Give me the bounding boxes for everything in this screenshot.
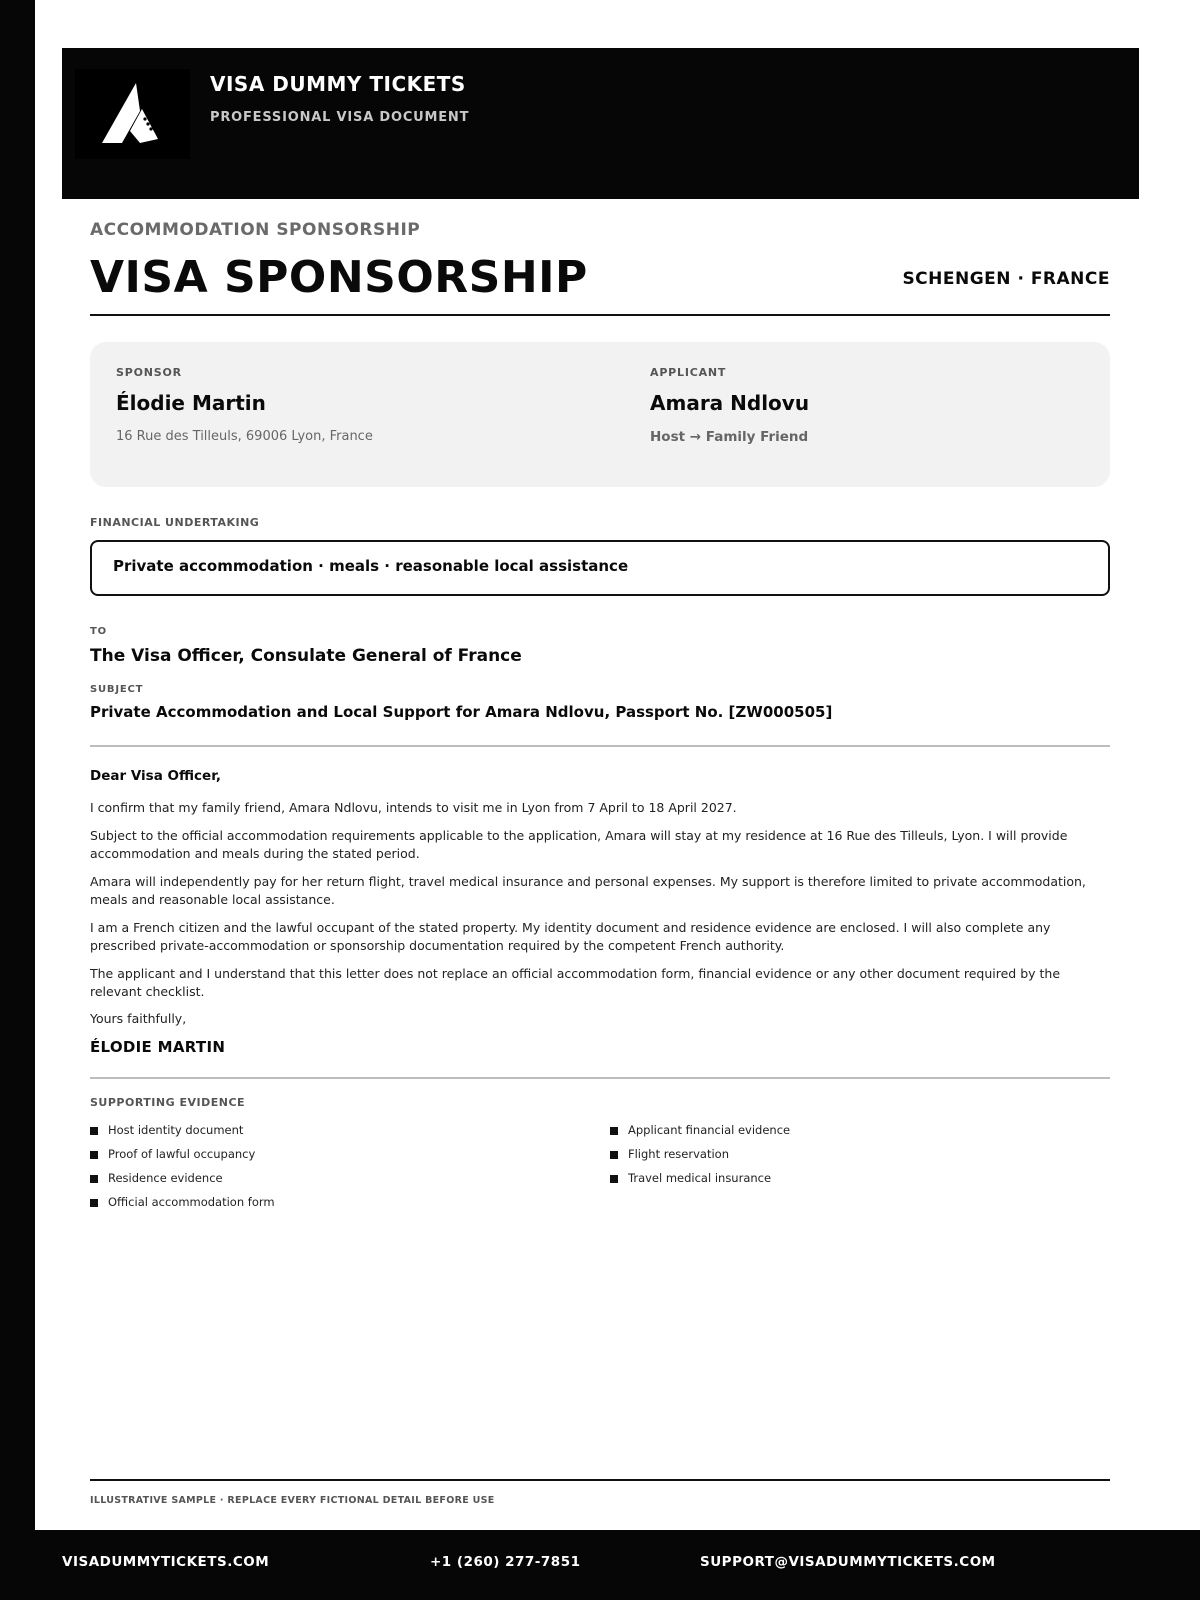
bullet-square-icon <box>90 1127 98 1135</box>
sponsor-address: 16 Rue des Tilleuls, 69006 Lyon, France <box>116 429 373 444</box>
undertaking-box <box>90 540 1110 596</box>
parties-card <box>90 342 1110 487</box>
evidence-item: Host identity document <box>90 1120 275 1144</box>
evidence-divider <box>90 1077 1110 1079</box>
brand-logo <box>75 69 190 159</box>
evidence-item: Official accommodation form <box>90 1192 275 1216</box>
title-divider <box>90 314 1110 316</box>
bullet-square-icon <box>610 1127 618 1135</box>
subject-divider <box>90 745 1110 747</box>
letter-paragraph: I confirm that my family friend, Amara Ndlovu, intends to visit me in Lyon from 7 April to 18 April 2027. <box>90 800 737 815</box>
evidence-list-right <box>610 1120 790 1192</box>
evidence-item: Applicant financial evidence <box>610 1120 790 1144</box>
evidence-label: SUPPORTING EVIDENCE <box>90 1096 246 1109</box>
email-link[interactable]: SUPPORT@VISADUMMYTICKETS.COM <box>700 1554 996 1570</box>
bullet-square-icon <box>610 1175 618 1183</box>
disclaimer-note: ILLUSTRATIVE SAMPLE · REPLACE EVERY FICTIONAL DETAIL BEFORE USE <box>90 1495 495 1506</box>
applicant-block <box>650 366 809 445</box>
evidence-list-left <box>90 1120 275 1216</box>
applicant-relationship: Host → Family Friend <box>650 429 809 445</box>
contact-footer <box>35 1530 1200 1600</box>
letter-paragraph: The applicant and I understand that this letter does not replace an official accommodation form, financial evidence or any other document required by the relevant checklist. <box>90 966 1061 999</box>
bullet-square-icon <box>90 1175 98 1183</box>
sponsor-block <box>116 366 373 444</box>
page-title: VISA SPONSORSHIP <box>90 252 588 303</box>
subject-label: SUBJECT <box>90 684 144 695</box>
letter-closing: Yours faithfully, <box>90 1011 187 1026</box>
left-accent-bar <box>0 0 35 1600</box>
sponsor-name: Élodie Martin <box>116 391 266 415</box>
letter-paragraph: Subject to the official accommodation requirements applicable to the application, Amara will stay at my residence at 16 Rue des Tilleuls, Lyon. I will provide accommodation and meals during the stated period. <box>90 828 1068 861</box>
undertaking-text: Private accommodation · meals · reasonable local assistance <box>113 557 629 575</box>
evidence-item: Proof of lawful occupancy <box>90 1144 275 1168</box>
undertaking-label: FINANCIAL UNDERTAKING <box>90 516 260 529</box>
letter-body <box>90 768 1110 1056</box>
evidence-item: Residence evidence <box>90 1168 275 1192</box>
website-link[interactable]: VISADUMMYTICKETS.COM <box>62 1554 270 1570</box>
ticket-logo-icon <box>100 81 170 147</box>
bullet-square-icon <box>90 1151 98 1159</box>
footer-divider <box>90 1479 1110 1481</box>
phone-link[interactable]: +1 (260) 277-7851 <box>430 1554 581 1570</box>
bullet-square-icon <box>610 1151 618 1159</box>
signature-name: ÉLODIE MARTIN <box>90 1038 226 1056</box>
applicant-label: APPLICANT <box>650 366 727 379</box>
sponsor-label: SPONSOR <box>116 366 182 379</box>
brand-name: VISA DUMMY TICKETS <box>210 72 466 96</box>
letter-paragraph: Amara will independently pay for her return flight, travel medical insurance and personal expenses. My support is therefore limited to private accommodation, meals and reasonable local assistance. <box>90 874 1086 907</box>
bullet-square-icon <box>90 1199 98 1207</box>
document-kicker: ACCOMMODATION SPONSORSHIP <box>90 220 421 240</box>
brand-header <box>62 48 1139 199</box>
evidence-item: Flight reservation <box>610 1144 790 1168</box>
brand-tagline: PROFESSIONAL VISA DOCUMENT <box>210 110 470 125</box>
to-recipient: The Visa Officer, Consulate General of France <box>90 646 522 666</box>
subject-line: Private Accommodation and Local Support for Amara Ndlovu, Passport No. [ZW000505] <box>90 703 833 721</box>
salutation: Dear Visa Officer, <box>90 768 222 784</box>
evidence-item: Travel medical insurance <box>610 1168 790 1192</box>
to-label: TO <box>90 626 107 637</box>
letter-paragraph: I am a French citizen and the lawful occupant of the stated property. My identity document and residence evidence are enclosed. I will also complete any prescribed private-accommodation or sponsorship documentation required by the competent French authority. <box>90 920 1051 953</box>
applicant-name: Amara Ndlovu <box>650 391 810 415</box>
document-region: SCHENGEN · FRANCE <box>902 269 1110 289</box>
